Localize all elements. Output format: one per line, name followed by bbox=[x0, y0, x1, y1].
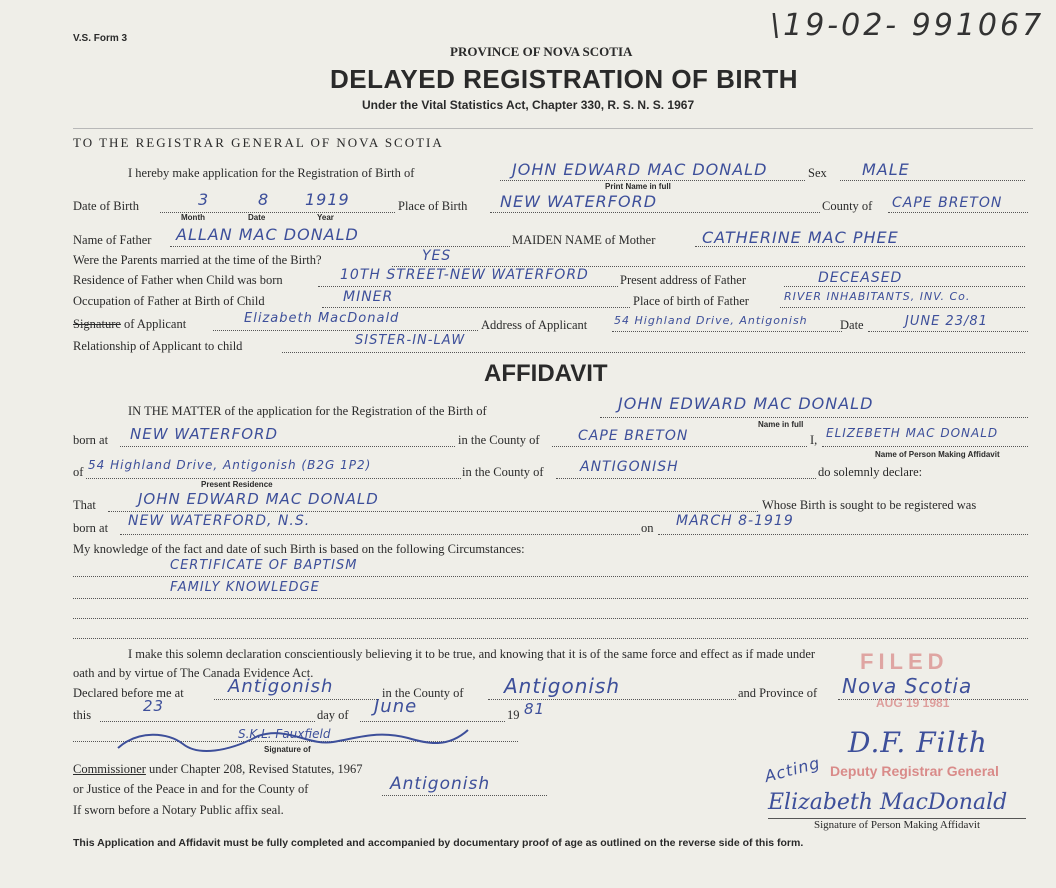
in-county-label: in the County of bbox=[458, 433, 540, 447]
justice-county-value: Antigonish bbox=[390, 774, 491, 794]
declared-at-value: Antigonish bbox=[228, 676, 334, 697]
province-value: Nova Scotia bbox=[842, 674, 973, 698]
name-full-note: Name in full bbox=[758, 420, 804, 429]
deponent-signature: Elizabeth MacDonald bbox=[768, 790, 1008, 815]
commissioner-line: Commissioner under Chapter 208, Revised Statutes, 1967 bbox=[73, 762, 363, 776]
dob-day-value: 3 bbox=[198, 190, 210, 209]
of-label: of bbox=[73, 465, 84, 479]
affidavit-child-name: JOHN EDWARD MAC DONALD bbox=[618, 394, 874, 413]
that-label: That bbox=[73, 498, 96, 512]
knowledge-label: My knowledge of the fact and date of such Birth is based on the following Circumstances: bbox=[73, 542, 525, 556]
year-prefix: 19 bbox=[507, 708, 520, 722]
residence-value-affidavit: 54 Highland Drive, Antigonish (B2G 1P2) bbox=[88, 458, 372, 472]
month-note: Month bbox=[181, 213, 205, 222]
mother-value: CATHERINE MAC PHEE bbox=[702, 228, 899, 247]
page-title: DELAYED REGISTRATION OF BIRTH bbox=[330, 64, 799, 94]
county-value: CAPE BRETON bbox=[892, 195, 1003, 211]
province-heading: PROVINCE OF NOVA SCOTIA bbox=[450, 44, 633, 59]
registration-number: \19-02- 991067 bbox=[770, 8, 1045, 43]
month-value: June bbox=[374, 696, 418, 717]
in-county-label-3: in the County of bbox=[382, 686, 464, 700]
father-pob-label: Place of birth of Father bbox=[633, 294, 749, 308]
applicant-address-value: 54 Highland Drive, Antigonish bbox=[614, 314, 808, 327]
declared-label: Declared before me at bbox=[73, 686, 184, 700]
sex-label: Sex bbox=[808, 166, 827, 180]
subtitle: Under the Vital Statistics Act, Chapter 330, R. S. N. S. 1967 bbox=[362, 98, 695, 112]
county3-value: Antigonish bbox=[504, 674, 621, 698]
born-at-label-2: born at bbox=[73, 521, 109, 535]
maker-note: Name of Person Making Affidavit bbox=[875, 450, 1000, 459]
matter-label: IN THE MATTER of the application for the Registration of the Birth of bbox=[128, 404, 487, 418]
circumstance-2: FAMILY KNOWLEDGE bbox=[170, 580, 320, 595]
justice-label: or Justice of the Peace in and for the County of bbox=[73, 782, 309, 796]
occupation-value: MINER bbox=[343, 289, 394, 305]
father-pob-value: RIVER INHABITANTS, INV. Co. bbox=[784, 290, 971, 303]
child-name-value: JOHN EDWARD MAC DONALD bbox=[512, 160, 768, 179]
present-address-value: DECEASED bbox=[818, 270, 903, 286]
dob-month-value: 8 bbox=[258, 190, 270, 209]
married-label: Were the Parents married at the time of the Birth? bbox=[73, 253, 322, 267]
pob-value: NEW WATERFORD bbox=[500, 192, 658, 211]
commissioner-signature-text: S.K.L. Fauxfield bbox=[238, 727, 331, 741]
day-value: 23 bbox=[143, 697, 165, 715]
residence-label: Residence of Father when Child was born bbox=[73, 273, 283, 287]
form-number: V.S. Form 3 bbox=[73, 33, 128, 44]
whose-label: Whose Birth is sought to be registered was bbox=[762, 498, 977, 512]
date-value: JUNE 23/81 bbox=[905, 314, 988, 329]
filed-stamp: FILED bbox=[860, 649, 949, 674]
dob-year-value: 1919 bbox=[305, 190, 350, 209]
on-date-value: MARCH 8-1919 bbox=[676, 513, 794, 529]
year-note: Year bbox=[317, 213, 334, 222]
relationship-label: Relationship of Applicant to child bbox=[73, 339, 243, 353]
solemn-line-2: oath and by virtue of The Canada Evidence Act. bbox=[73, 666, 314, 680]
present-address-label: Present address of Father bbox=[620, 273, 747, 287]
footer-note: This Application and Affidavit must be fully completed and accompanied by documentary proof of age as outlined on the reverse side of this form. bbox=[73, 837, 804, 849]
applicant-address-label: Address of Applicant bbox=[481, 318, 588, 332]
maker-name-value: ELIZEBETH MAC DONALD bbox=[826, 426, 999, 440]
relationship-value: SISTER-IN-LAW bbox=[355, 333, 466, 348]
born-at-value: NEW WATERFORD bbox=[130, 425, 279, 443]
affidavit-county-value: CAPE BRETON bbox=[578, 428, 689, 444]
county-label: County of bbox=[822, 199, 873, 213]
pob-label: Place of Birth bbox=[398, 199, 468, 213]
this-label: this bbox=[73, 708, 92, 722]
to-registrar: TO THE REGISTRAR GENERAL OF NOVA SCOTIA bbox=[73, 135, 444, 150]
born-at2-value: NEW WATERFORD, N.S. bbox=[128, 513, 311, 529]
dob-label: Date of Birth bbox=[73, 199, 139, 213]
applicant-signature-value: Elizabeth MacDonald bbox=[244, 311, 400, 326]
filed-date-stamp: AUG 19 1981 bbox=[876, 696, 950, 710]
father-value: ALLAN MAC DONALD bbox=[176, 225, 359, 244]
occupation-label: Occupation of Father at Birth of Child bbox=[73, 294, 265, 308]
year-suffix-value: 81 bbox=[524, 700, 546, 718]
circumstance-1: CERTIFICATE OF BAPTISM bbox=[170, 558, 358, 573]
mother-label: MAIDEN NAME of Mother bbox=[512, 233, 656, 247]
on-label: on bbox=[641, 521, 654, 535]
deputy-initials: D.F. Filth bbox=[848, 726, 988, 759]
print-name-note: Print Name in full bbox=[605, 182, 671, 191]
present-residence-note: Present Residence bbox=[201, 480, 273, 489]
i-label: I, bbox=[810, 433, 818, 447]
that-name-value: JOHN EDWARD MAC DONALD bbox=[138, 490, 379, 508]
notary-label: If sworn before a Notary Public affix seal. bbox=[73, 803, 284, 817]
apply-label: I hereby make application for the Registration of Birth of bbox=[128, 166, 415, 180]
father-label: Name of Father bbox=[73, 233, 152, 247]
acting-note: Acting bbox=[762, 752, 823, 787]
solemn-line-1: I make this solemn declaration conscientiously believing it to be true, and knowing that it is of the same force and effect as if made under bbox=[128, 647, 816, 661]
declare-label: do solemnly declare: bbox=[818, 465, 923, 479]
applicant-signature-label: Signature of Applicant bbox=[73, 317, 187, 331]
deponent-note: Signature of Person Making Affidavit bbox=[814, 819, 980, 831]
married-value: YES bbox=[422, 248, 452, 264]
deputy-registrar-stamp: Deputy Registrar General bbox=[830, 763, 999, 779]
residence-value: 10TH STREET-NEW WATERFORD bbox=[340, 267, 589, 283]
born-at-label: born at bbox=[73, 433, 109, 447]
county2-value: ANTIGONISH bbox=[580, 459, 679, 475]
date-label: Date bbox=[840, 318, 864, 332]
sex-value: MALE bbox=[862, 160, 910, 179]
in-county-label-2: in the County of bbox=[462, 465, 544, 479]
signature-of-note: Signature of bbox=[264, 745, 311, 754]
day-of-label: day of bbox=[317, 708, 349, 722]
affidavit-title: AFFIDAVIT bbox=[484, 360, 608, 387]
province-label: and Province of bbox=[738, 686, 818, 700]
date-note: Date bbox=[248, 213, 266, 222]
